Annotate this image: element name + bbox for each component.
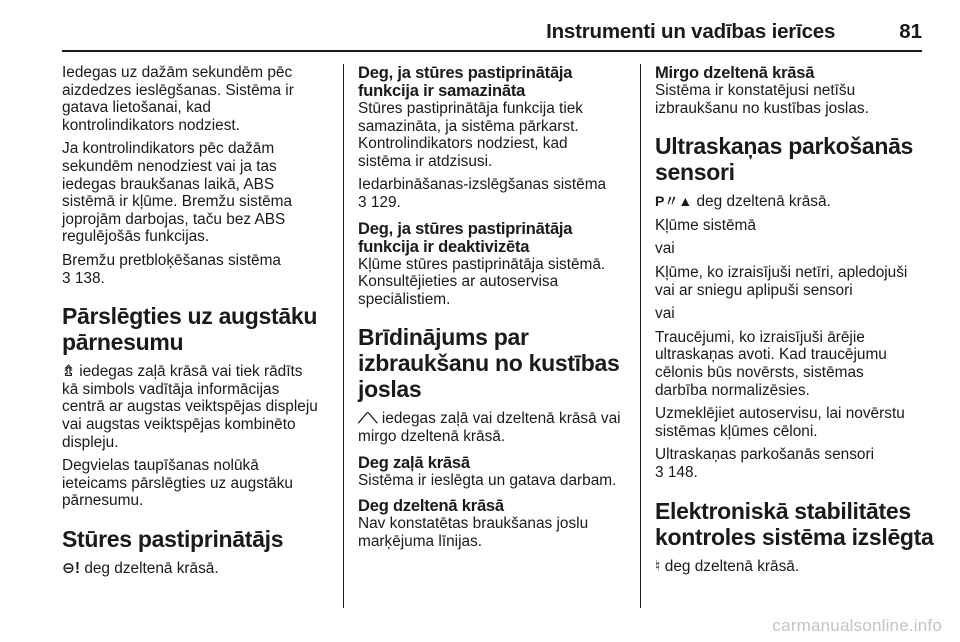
paragraph: Sistēma ir ieslēgta un gatava darbam. — [358, 471, 617, 489]
paragraph: Ja kontrolindikators pēc dažām sekundēm nenodziest vai ja tas iedegas braukšanas laikā, ABS sistēmā ir kļūme. Bremžu sistēma joprojām darbojas, taču bez ABS regulējošās funkcijas. — [62, 140, 293, 246]
watermark: carmanualsonline.info — [772, 616, 942, 635]
paragraph: Iedegas uz dažām sekundēm pēc aizdedzes ieslēgšanas. Sistēma ir gatava lietošanai, kad kontrolindikators nodziest. — [62, 64, 294, 134]
paragraph: ⇯ iedegas zaļā krāsā vai tiek rādīts kā simbols vadītāja informācijas centrā ar augstas veiktspējas displeju vai augstas veiktspējas kombinēto displeju. — [62, 363, 318, 451]
paragraph: ⊖! deg dzeltenā krāsā. — [62, 559, 219, 577]
column-2 — [358, 64, 626, 556]
cross-reference: Bremžu pretbloķēšanas sistēma 3 138. — [62, 251, 281, 287]
paragraph: Stūres pastiprinātāja funkcija tiek samazināta, ja sistēma pārkarst. Kontrolindikators nodziest, kad sistēma ir atdzisusi. — [358, 100, 583, 170]
page-header — [62, 14, 922, 52]
paragraph: Nav konstatētas braukšanas joslu marķējuma līnijas. — [358, 515, 589, 550]
column-divider — [640, 64, 641, 608]
cross-reference: Iedarbināšanas-izslēgšanas sistēma 3 129. — [358, 176, 607, 211]
section-heading-lane-departure: Brīdinājums par izbraukšanu no kustības joslas — [358, 324, 620, 403]
column-3 — [655, 64, 934, 581]
lane-departure-icon: ⟋⟍ — [358, 410, 378, 427]
column-divider — [343, 64, 344, 608]
section-heading-esc-off: Elektroniskā stabilitātes kontroles sistēma izslēgta — [655, 497, 934, 550]
subheading: Mirgo dzeltenā krāsā — [655, 64, 815, 82]
section-heading-power-steering: Stūres pastiprinātājs — [62, 525, 284, 552]
subheading: Deg, ja stūres pastiprinātāja funkcija ir samazināta — [358, 64, 573, 100]
paragraph: Sistēma ir konstatējusi netīšu izbraukšanu no kustības joslas. — [655, 82, 869, 117]
section-heading-high-beam: Pārslēgties uz augstāku pārnesumu — [62, 303, 318, 356]
esc-off-icon: ♮ — [655, 557, 661, 575]
column-1 — [62, 64, 330, 583]
page-number: 81 — [899, 20, 922, 43]
steering-warning-icon: ⊖! — [62, 559, 81, 577]
paragraph: vai — [655, 240, 675, 258]
paragraph: Kļūme stūres pastiprinātāja sistēmā. Konsultējieties ar autoservisa speciālistiem. — [358, 255, 606, 308]
paragraph: vai — [655, 305, 675, 323]
paragraph: Kļūme sistēmā — [655, 216, 756, 234]
paragraph: Traucējumi, ko izraisījuši ārējie ultraskaņas avoti. Kad traucējumu cēlonis būs novērsts, sistēmas darbība normalizēsies. — [655, 328, 887, 399]
subheading: Deg zaļā krāsā — [358, 453, 470, 472]
paragraph: Uzmeklējiet autoservisu, lai novērstu sistēmas kļūmes cēloni. — [655, 405, 905, 440]
parking-sensor-icon: P〃▲ — [655, 193, 693, 210]
subheading: Deg dzeltenā krāsā — [358, 497, 504, 516]
paragraph: ⟋⟍ iedegas zaļā vai dzeltenā krāsā vai mirgo dzeltenā krāsā. — [358, 410, 621, 445]
section-heading-parking-sensors: Ultraskaņas parkošanās sensori — [655, 133, 914, 186]
paragraph: P〃▲ deg dzeltenā krāsā. — [655, 193, 831, 211]
subheading: Deg, ja stūres pastiprinātāja funkcija ir deaktivizēta — [358, 219, 573, 256]
paragraph: Kļūme, ko izraisījuši netīri, apledojuši vai ar sniegu aplipuši sensori — [655, 263, 908, 299]
paragraph: ♮ deg dzeltenā krāsā. — [655, 557, 800, 575]
shift-up-icon: ⇯ — [62, 363, 75, 381]
page-header-title: Instrumenti un vadības ierīces — [546, 20, 836, 43]
cross-reference: Ultraskaņas parkošanās sensori 3 148. — [655, 446, 874, 481]
paragraph: Degvielas taupīšanas nolūkā ieteicams pārslēgties uz augstāku pārnesumu. — [62, 457, 293, 510]
